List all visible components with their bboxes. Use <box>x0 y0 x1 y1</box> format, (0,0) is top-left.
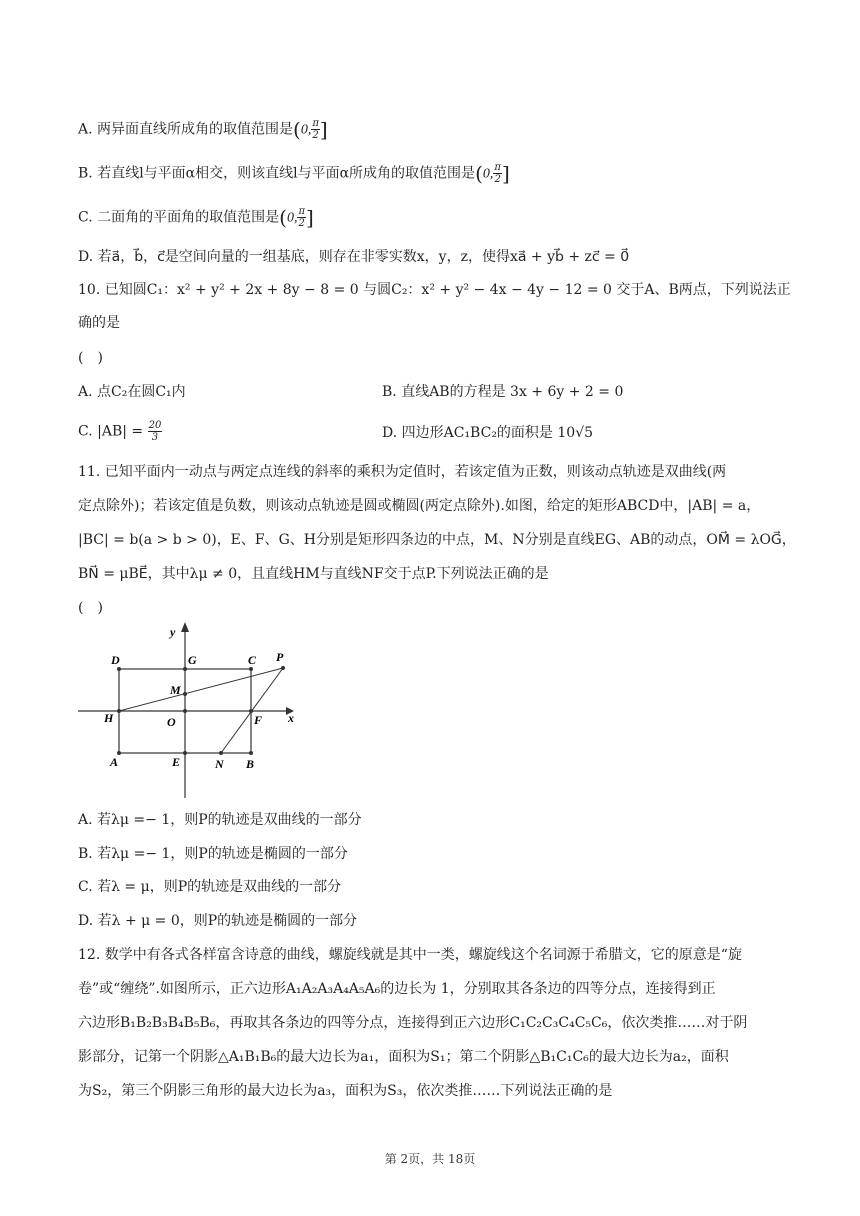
interval-start: 0, <box>482 166 494 182</box>
q10-paren: ( ) <box>78 350 103 366</box>
q10-option-c <box>78 420 162 443</box>
page-footer: 第 2页，共 18页 <box>384 1152 476 1166</box>
q11-option-a: A. 若λμ =− 1，则P的轨迹是双曲线的一部分 <box>78 812 362 828</box>
q10-option-d: D. 四边形AC₁BC₂的面积是 10√5 <box>382 425 594 441</box>
q12-line-2: 卷”或“缠绕”.如图所示，正六边形A₁A₂A₃A₄A₅A₆的边长为 1，分别取其各条边的四等分点，连接得到正 <box>78 981 716 997</box>
pi-over-2-fraction: $\frac{\pi}{2}$ <box>494 162 501 185</box>
rectangle-figure <box>78 618 308 803</box>
option-b-line: B. 若直线l与平面α相交，则该直线l与平面α所成角的取值范围是(0, $\frac{\pi}{2}$ ] <box>78 161 510 186</box>
q10-line-1: 10. 已知圆C₁：x² + y² + 2x + 8y − 8 = 0 与圆C₂：x² + y² − 4x − 4y − 12 = 0 交于A、B两点，下列说法正 <box>78 282 791 298</box>
label-b: B <box>246 757 255 771</box>
label-e: E <box>172 755 181 769</box>
label-y: y <box>170 625 176 639</box>
q12-line-3: 六边形B₁B₂B₃B₄B₅B₆，再取其各条边的四等分点，连接得到正六边形C₁C₂C₃C₄C₅C₆，依次类推……对于阴 <box>78 1015 748 1031</box>
option-c-line: C. 二面角的平面角的取值范围是(0, $\frac{\pi}{2}$ ] <box>78 205 314 230</box>
line-hp <box>119 668 283 711</box>
interval-start: 0, <box>286 210 298 226</box>
q12-line-4: 影部分，记第一个阴影△A₁B₁B₆的最大边长为a₁，面积为S₁；第二个阴影△B₁C₁C₆的最大边长为a₂，面积 <box>78 1049 729 1065</box>
pi-over-2-fraction: $\frac{\pi}{2}$ <box>312 118 319 141</box>
interval-start: 0, <box>300 122 312 138</box>
q11-option-d: D. 若λ + μ = 0，则P的轨迹是椭圆的一部分 <box>78 913 358 929</box>
label-n: N <box>215 757 224 771</box>
q10-option-b: B. 直线AB的方程是 3x + 6y + 2 = 0 <box>382 384 624 400</box>
label-c: C <box>248 653 257 667</box>
label-a: A <box>110 755 119 769</box>
q11-line-4: BN⃗ = μBE⃗，其中λμ ≠ 0，且直线HM与直线NF交于点P.下列说法正确的是 <box>78 566 549 582</box>
label-f: F <box>254 713 263 727</box>
q11-line-1: 11. 已知平面内一动点与两定点连线的斜率的乘积为定值时，若该定值为正数，则该动点轨迹是双曲线(两 <box>78 464 727 480</box>
pi-over-2-fraction: $\frac{\pi}{2}$ <box>298 206 306 229</box>
q10-option-a: A. 点C₂在圆C₁内 <box>78 384 186 400</box>
option-d-line: D. 若a⃗，b⃗，c⃗是空间向量的一组基底，则存在非零实数x，y，z，使得xa⃗ + yb⃗ + zc⃗ = 0⃗ <box>78 249 630 265</box>
q11-line-2: 定点除外)；若该定值是负数，则该动点轨迹是圆或椭圆(两定点除外).如图，给定的矩形ABCD中，|AB| = a， <box>78 498 761 514</box>
y-axis-arrow-icon <box>181 622 189 632</box>
q10-option-c-text: C. |AB| = <box>78 423 144 440</box>
label-h: H <box>104 711 114 725</box>
q11-paren: ( ) <box>78 600 103 616</box>
q12-line-5: 为S₂，第三个阴影三角形的最大边长为a₃，面积为S₃，依次类推……下列说法正确的是 <box>78 1083 613 1099</box>
label-o: O <box>167 715 176 729</box>
label-x: x <box>288 711 294 725</box>
ab-length-fraction: $\frac{20}{3}$ <box>148 420 162 443</box>
option-a-text: A. 两异面直线所成角的取值范围是 <box>78 121 294 138</box>
label-d: D <box>111 653 120 667</box>
option-a-line: A. 两异面直线所成角的取值范围是(0, $\frac{\pi}{2}$ ] <box>78 117 328 142</box>
q12-line-1: 12. 数学中有各式各样富含诗意的曲线，螺旋线就是其中一类，螺旋线这个名词源于希腊文，它的原意是“旋 <box>78 947 742 963</box>
label-g: G <box>188 653 197 667</box>
option-b-text: B. 若直线l与平面α相交，则该直线l与平面α所成角的取值范围是 <box>78 165 476 182</box>
q11-option-b: B. 若λμ =− 1，则P的轨迹是椭圆的一部分 <box>78 846 348 862</box>
label-p: P <box>276 650 284 664</box>
q11-option-c: C. 若λ = μ，则P的轨迹是双曲线的一部分 <box>78 879 342 895</box>
q11-line-3: |BC| = b(a > b > 0)，E、F、G、H分别是矩形四条边的中点，M、N分别是直线EG、AB的动点，OM⃗ = λOG⃗， <box>78 532 796 548</box>
label-m: M <box>170 683 181 697</box>
q10-line-2: 确的是 <box>78 315 120 331</box>
option-c-text: C. 二面角的平面角的取值范围是 <box>78 209 280 226</box>
